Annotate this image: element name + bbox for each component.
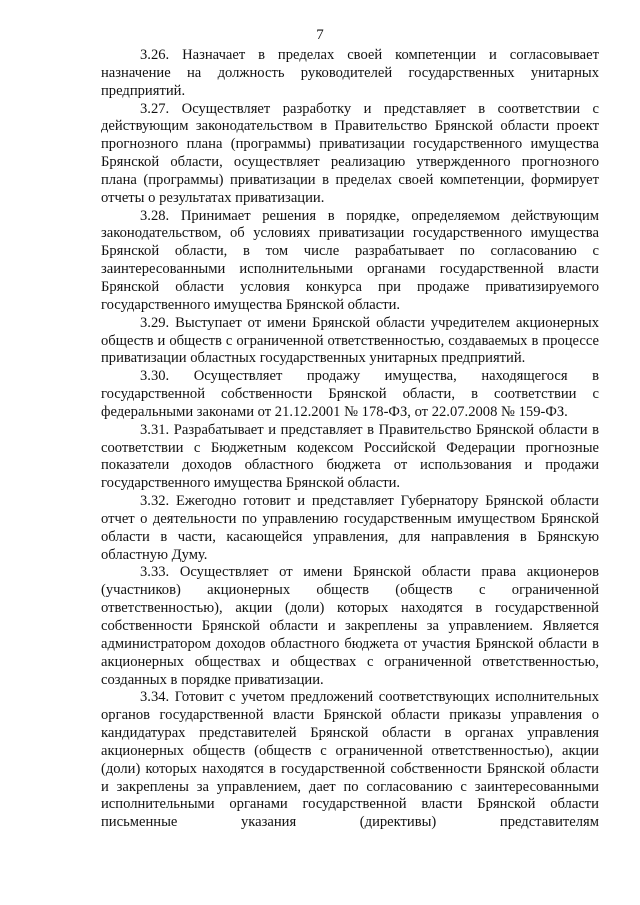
page-number: 7 — [316, 27, 324, 43]
document-body — [101, 47, 599, 832]
paragraph-3-26: 3.26. Назначает в пределах своей компетенции и согласовывает назначение на должность руководителей государственных унитарных предприятий. — [101, 47, 599, 99]
paragraph-3-27: 3.27. Осуществляет разработку и представляет в соответствии с действующим законодательством в Правительство Брянской области проект прогнозного плана (программы) приватизации государственного имущества Брянской области, осуществляет реализацию утвержденного прогнозного плана (программы) приватизации в пределах своей компетенции, формирует отчеты о результатах приватизации. — [101, 100, 599, 206]
paragraph-3-31: 3.31. Разрабатывает и представляет в Правительство Брянской области в соответствии с Бюджетным кодексом Российской Федерации прогнозные показатели доходов областного бюджета от использования и продажи государственного имущества Брянской области. — [101, 421, 599, 492]
paragraph-3-29: 3.29. Выступает от имени Брянской области учредителем акционерных обществ и обществ с ограниченной ответственностью, создаваемых в процессе приватизации областных государственных унитарных предприятий. — [101, 314, 599, 367]
paragraph-3-32: 3.32. Ежегодно готовит и представляет Губернатору Брянской области отчет о деятельности по управлению государственным имуществом Брянской области в части, касающейся управления, для направления в Брянскую областную Думу. — [101, 493, 599, 563]
paragraph-3-30: 3.30. Осуществляет продажу имущества, находящегося в государственной собственности Брянской области, в соответствии с федеральными законами от 21.12.2001 № 178-ФЗ, от 22.07.2008 № 159-ФЗ. — [101, 368, 599, 420]
paragraph-3-33: 3.33. Осуществляет от имени Брянской области права акционеров (участников) акционерных обществ (обществ с ограниченной ответственностью), акции (доли) которых находятся в государственной собственности Брянской области и закреплены за управлением. Является администратором доходов областного бюджета от участия Брянской области в акционерных обществах и обществах с ограниченной ответственностью, созданных в порядке приватизации. — [101, 564, 599, 688]
paragraph-3-34: 3.34. Готовит с учетом предложений соответствующих исполнительных органов государственной власти Брянской области приказы управления о кандидатурах представителей Брянской области в органах управления акционерных обществ (обществ с ограниченной ответственностью), акции (доли) которых находятся в государственной собственности Брянской области и закреплены за управлением, дает по согласованию с заинтересованными исполнительными органами государственной власти Брянской области письменные указания (директивы) представителям — [101, 689, 599, 831]
paragraph-3-28: 3.28. Принимает решения в порядке, определяемом действующим законодательством, об условиях приватизации государственного имущества Брянской области, в том числе разрабатывает по согласованию с заинтересованными исполнительными органами государственной власти Брянской области условия конкурса при продаже приватизируемого государственного имущества Брянской области. — [101, 207, 599, 313]
